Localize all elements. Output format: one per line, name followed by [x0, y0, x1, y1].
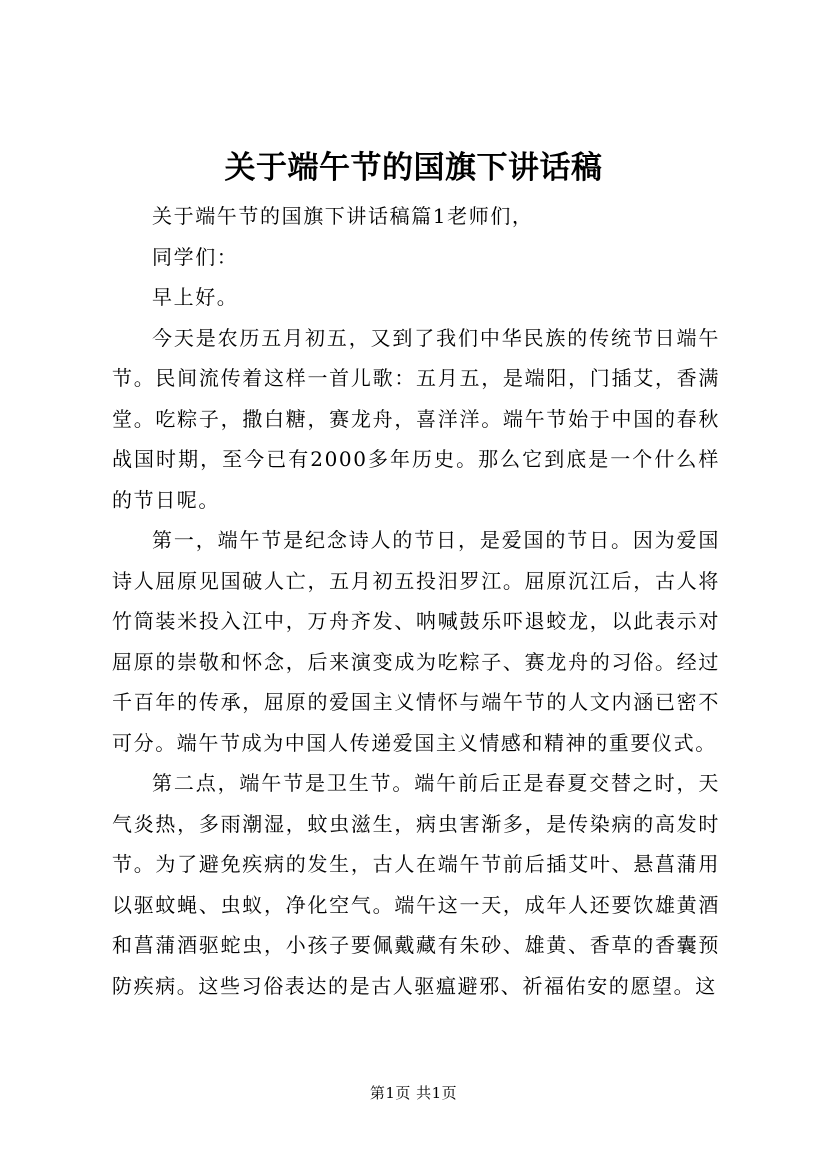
paragraph-first-point: 第一，端午节是纪念诗人的节日，是爱国的节日。因为爱国诗人屈原见国破人亡，五月初五投汨罗江。屈原沉江后，古人将竹筒装米投入江中，万舟齐发、呐喊鼓乐吓退蛟龙，以此表示对屈原的崇敬和怀念，后来演变成为吃粽子、赛龙舟的习俗。经过千百年的传承，屈原的爱国主义情怀与端午节的人文内涵已密不可分。端午节成为中国人传递爱国主义情感和精神的重要仪式。	[112, 528, 720, 755]
paragraph-intro: 今天是农历五月初五，又到了我们中华民族的传统节日端午节。民间流传着这样一首儿歌：五月五，是端阳，门插艾，香满堂。吃粽子，撒白糖，赛龙舟，喜洋洋。端午节始于中国的春秋战国时期，至今已有2000多年历史。那么它到底是一个什么样的节日呢。	[112, 325, 720, 512]
document-title: 关于端午节的国旗下讲话稿	[224, 150, 603, 186]
document-body	[112, 196, 720, 1006]
paragraph-morning: 早上好。	[152, 285, 239, 309]
paragraph-heading-line: 关于端午节的国旗下讲话稿篇1老师们，	[152, 204, 534, 228]
paragraph-second-point: 第二点，端午节是卫生节。端午前后正是春夏交替之时，天气炎热，多雨潮湿，蚊虫滋生，病虫害渐多，是传染病的高发时节。为了避免疾病的发生，古人在端午节前后插艾叶、悬菖蒲用以驱蚊蝇、虫蚁，净化空气。端午这一天，成年人还要饮雄黄酒和菖蒲酒驱蛇虫，小孩子要佩戴藏有朱砂、雄黄、香草的香囊预防疾病。这些习俗表达的是古人驱瘟避邪、祈福佑安的愿望。这	[112, 771, 720, 998]
page-footer: 第1页 共1页	[369, 1084, 458, 1102]
paragraph-greeting: 同学们：	[152, 244, 239, 269]
